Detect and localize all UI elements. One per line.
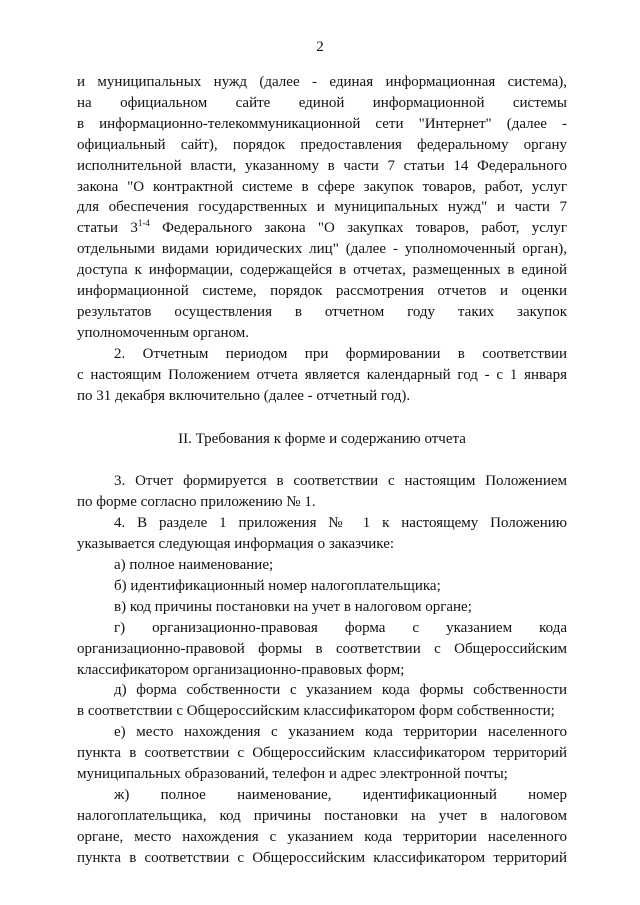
text-line-with-superscript <box>77 218 567 239</box>
superscript: 1-4 <box>137 218 150 229</box>
text-line: г) организационно-правовая форма с указанием кода <box>114 619 567 636</box>
text-fragment: статьи 3 <box>77 220 138 237</box>
list-item-g <box>77 618 567 681</box>
text-line: д) форма собственности с указанием кода формы собственности <box>114 682 567 699</box>
text-line: отдельными видами юридических лиц" (далее - уполномоченный орган), <box>77 241 567 258</box>
text-line: на официальном сайте единой информационной системы <box>77 94 567 111</box>
text-line: с настоящим Положением отчета является календарный год - с 1 января <box>77 366 567 383</box>
text-line: в информационно-телекоммуникационной сети "Интернет" (далее - <box>77 115 567 132</box>
text-line: и муниципальных нужд (далее - единая информационная система), <box>77 74 567 90</box>
list-item-b: б) идентификационный номер налогоплательщика; <box>114 577 441 594</box>
list-item-a: а) полное наименование; <box>114 557 274 574</box>
list-item-e <box>77 722 567 785</box>
text-line: 2. Отчетным периодом при формировании в соответствии <box>114 345 567 362</box>
text-line: по 31 декабря включительно (далее - отчетный год). <box>77 387 411 404</box>
text-line: закона "О контрактной системе в сфере закупок товаров, работ, услуг <box>77 178 567 195</box>
list-item-v: в) код причины постановки на учет в налоговом органе; <box>114 598 472 615</box>
text-line: для обеспечения государственных и муниципальных нужд" и части 7 <box>77 199 567 216</box>
paragraph-2 <box>77 344 567 407</box>
text-line: результатов осуществления в отчетном году таких закупок <box>77 303 567 320</box>
text-line: официальный сайт), порядок предоставления федеральному органу <box>77 136 567 153</box>
paragraph-3 <box>77 471 567 513</box>
text-line: ж) полное наименование, идентификационный номер <box>114 787 567 803</box>
text-line: муниципальных образований, телефон и адрес электронной почты; <box>77 766 508 783</box>
text-line: органе, место нахождения с указанием кода территории населенного <box>77 828 567 845</box>
text-line: организационно-правовой формы в соответствии с Общероссийским <box>77 640 567 657</box>
section-heading: II. Требования к форме и содержанию отчета <box>178 430 466 447</box>
paragraph-1 <box>77 72 567 344</box>
text-line: по форме согласно приложению № 1. <box>77 494 316 511</box>
text-line: 3. Отчет формируется в соответствии с настоящим Положением <box>114 473 567 490</box>
text-line: налогоплательщика, код причины постановки на учет в налоговом <box>77 807 567 824</box>
paragraph-4 <box>77 513 567 555</box>
text-line: исполнительной власти, указанному в части 7 статьи 14 Федерального <box>77 157 567 174</box>
text-line: доступа к информации, содержащейся в отчетах, размещенных в единой <box>77 262 567 279</box>
document-body <box>77 72 567 869</box>
text-line: информационной системе, порядок рассмотрения отчетов и оценки <box>77 283 567 300</box>
text-line: пункта в соответствии с Общероссийским классификатором территорий <box>77 745 567 762</box>
text-line: в соответствии с Общероссийским классификатором форм собственности; <box>77 703 555 720</box>
page-number: 2 <box>316 39 324 55</box>
text-line: указывается следующая информация о заказчике: <box>77 536 395 553</box>
list-item-zh <box>77 785 567 869</box>
text-fragment: Федерального закона "О закупках товаров, работ, услуг <box>149 220 567 237</box>
text-line: классификатором организационно-правовых форм; <box>77 661 405 678</box>
text-line: е) место нахождения с указанием кода территории населенного <box>114 724 567 741</box>
text-line: пункта в соответствии с Общероссийским классификатором территорий <box>77 849 567 866</box>
text-line: 4. В разделе 1 приложения № 1 к настоящему Положению <box>114 515 567 532</box>
text-line: уполномоченным органом. <box>77 324 250 341</box>
list-item-d <box>77 680 567 722</box>
